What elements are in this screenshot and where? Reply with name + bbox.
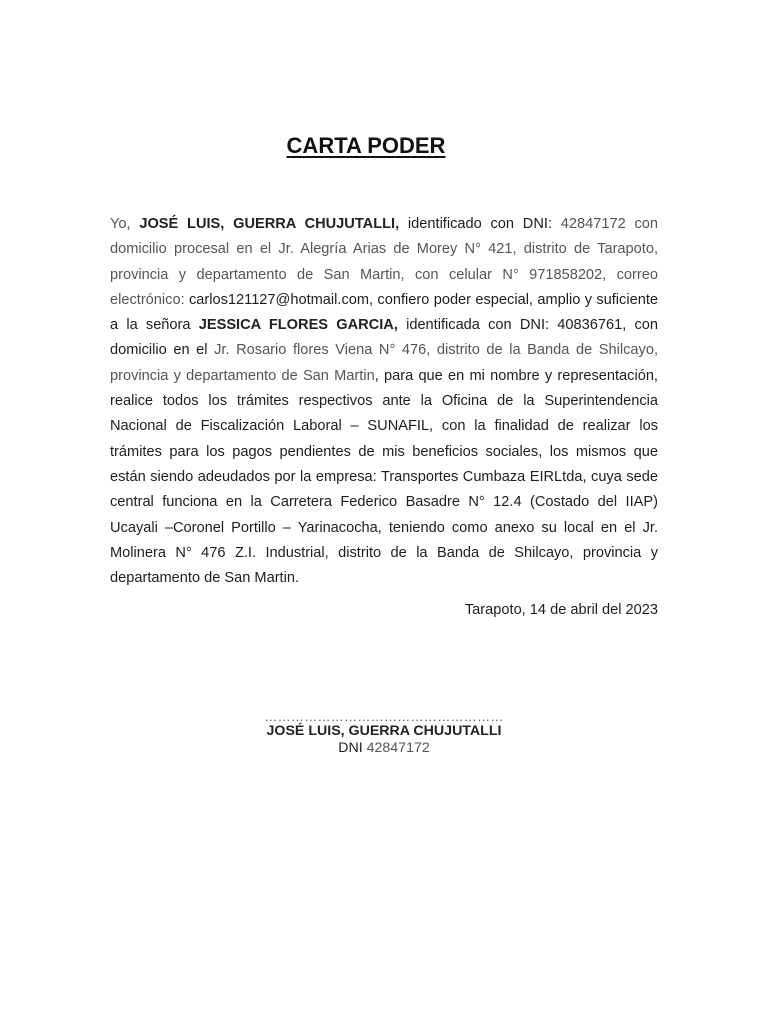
signature-dni-number: 42847172 — [366, 740, 430, 756]
body-text-segment: , para que en mi nombre y representación, realice todos los trámites respectivos ante la Oficina de la Superintendencia Nacional de Fiscalización Laboral – SUNAFIL, con la finalidad de realizar los trámites para los pagos pendientes de mis beneficios sociales, los mismos que están siendo adeudados por la empresa: Transportes Cumbaza EIRLtda, cuya sede central funciona en la Carretera Federico Basadre N° 12.4 (Costado del IIAP) Ucayali –Coronel Portillo – Yarinacocha, teniendo como anexo su local en el Jr. Molinera N° 476 Z.I. Industrial, distrito de la Banda de Shilcayo, provincia y departamento de San Martin. — [110, 367, 658, 587]
signature-line: ……………………………………………… — [264, 709, 504, 724]
body-text-segment: Yo, — [110, 216, 131, 232]
body-text-segment: carlos121127@hotmail.com, confiero poder especial, amplio y suficiente a la señora — [110, 291, 658, 334]
document-title: CARTA PODER — [286, 133, 446, 158]
grantor-name: JOSÉ LUIS, GUERRA CHUJUTALLI, — [139, 216, 400, 232]
body-text-segment: identificado con DNI: — [399, 216, 561, 232]
body-text-segment: 42847172 con domicilio procesal en el Jr. Alegría Arias de Morey N° 421, distrito de Tarapoto, provincia y departamento de San Martin, con celular N° 971858202, correo electrónico: — [110, 216, 658, 308]
document-date: Tarapoto, 14 de abril del 2023 — [464, 602, 658, 618]
signature-dni-label: DNI — [338, 740, 367, 756]
document-body — [110, 212, 658, 591]
signature-dni — [0, 740, 768, 756]
signature-name: JOSÉ LUIS, GUERRA CHUJUTALLI — [266, 723, 502, 739]
grantee-name: JESSICA FLORES GARCIA, — [198, 317, 398, 334]
body-text-segment: identificada con DNI: 40836761, con domicilio en el — [110, 317, 658, 359]
body-text-segment: Jr. Rosario flores Viena N° 476, distrito de la Banda de Shilcayo, provincia y departamento de San Martin — [110, 342, 658, 384]
